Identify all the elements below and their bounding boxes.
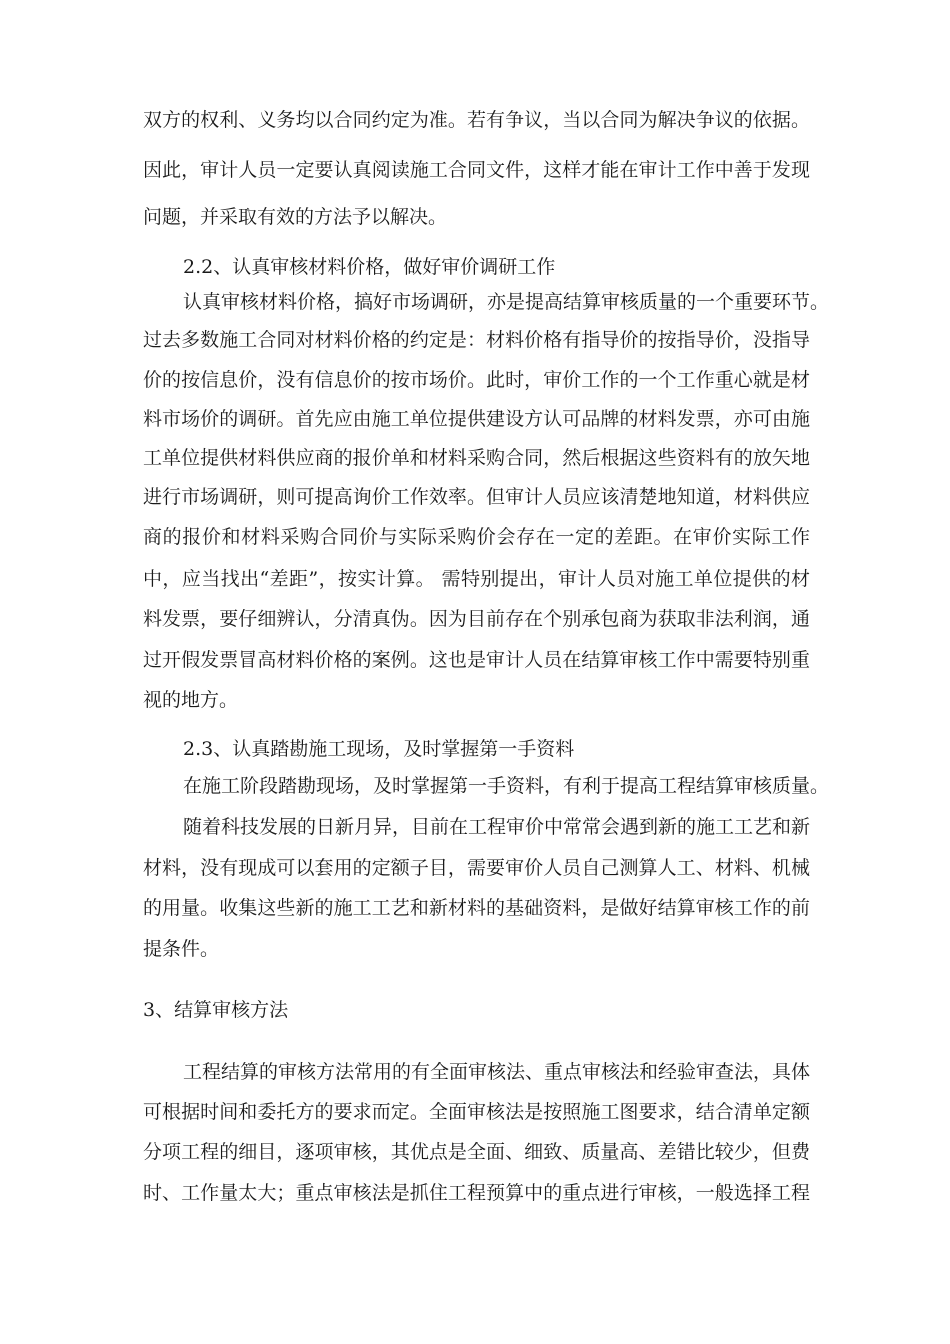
paragraph-line: 价的按信息价，没有信息价的按市场价。此时，审价工作的一个工作重心就是材 <box>143 369 810 391</box>
paragraph-line: 分项工程的细目，逐项审核，其优点是全面、细致、质量高、差错比较少，但费 <box>143 1141 810 1163</box>
paragraph-line: 随着科技发展的日新月异，目前在工程审价中常常会遇到新的施工工艺和新 <box>183 816 811 838</box>
paragraph-line: 中，应当找出“差距”，按实计算。 需特别提出，审计人员对施工单位提供的材 <box>143 568 810 590</box>
section-heading-2-3: 2.3、认真踏勘施工现场，及时掌握第一手资料 <box>183 738 575 760</box>
section-heading-2-2: 2.2、认真审核材料价格，做好审价调研工作 <box>183 256 556 278</box>
paragraph-line: 可根据时间和委托方的要求而定。全面审核法是按照施工图要求，结合清单定额 <box>143 1101 810 1123</box>
paragraph-line: 双方的权利、义务均以合同约定为准。若有争议，当以合同为解决争议的依据。 <box>143 109 810 131</box>
paragraph-line: 在施工阶段踏勘现场，及时掌握第一手资料，有利于提高工程结算审核质量。 <box>183 775 830 797</box>
paragraph-line: 进行市场调研，则可提高询价工作效率。但审计人员应该清楚地知道，材料供应 <box>143 486 810 508</box>
section-heading-3: 3、结算审核方法 <box>143 999 289 1021</box>
paragraph-line: 过去多数施工合同对材料价格的约定是：材料价格有指导价的按指导价，没指导 <box>143 329 810 351</box>
paragraph-line: 视的地方。 <box>143 689 239 711</box>
paragraph-line: 过开假发票冒高材料价格的案例。这也是审计人员在结算审核工作中需要特别重 <box>143 649 810 671</box>
paragraph-line: 问题，并采取有效的方法予以解决。 <box>143 206 448 228</box>
paragraph-line: 认真审核材料价格，搞好市场调研，亦是提高结算审核质量的一个重要环节。 <box>183 291 830 313</box>
paragraph-line: 时、工作量太大；重点审核法是抓住工程预算中的重点进行审核，一般选择工程 <box>143 1182 810 1204</box>
paragraph-line: 料发票，要仔细辨认，分清真伪。因为目前存在个别承包商为获取非法利润，通 <box>143 608 810 630</box>
paragraph-line: 商的报价和材料采购合同价与实际采购价会存在一定的差距。在审价实际工作 <box>143 526 810 548</box>
paragraph-line: 因此，审计人员一定要认真阅读施工合同文件，这样才能在审计工作中善于发现 <box>143 159 810 181</box>
paragraph-line: 工程结算的审核方法常用的有全面审核法、重点审核法和经验审查法，具体 <box>183 1061 811 1083</box>
paragraph-line: 料市场价的调研。首先应由施工单位提供建设方认可品牌的材料发票，亦可由施 <box>143 408 810 430</box>
paragraph-line: 工单位提供材料供应商的报价单和材料采购合同，然后根据这些资料有的放矢地 <box>143 447 810 469</box>
paragraph-line: 材料，没有现成可以套用的定额子目，需要审价人员自己测算人工、材料、机械 <box>143 857 810 879</box>
paragraph-line: 提条件。 <box>143 938 220 960</box>
paragraph-line: 的用量。收集这些新的施工工艺和新材料的基础资料，是做好结算审核工作的前 <box>143 897 810 919</box>
